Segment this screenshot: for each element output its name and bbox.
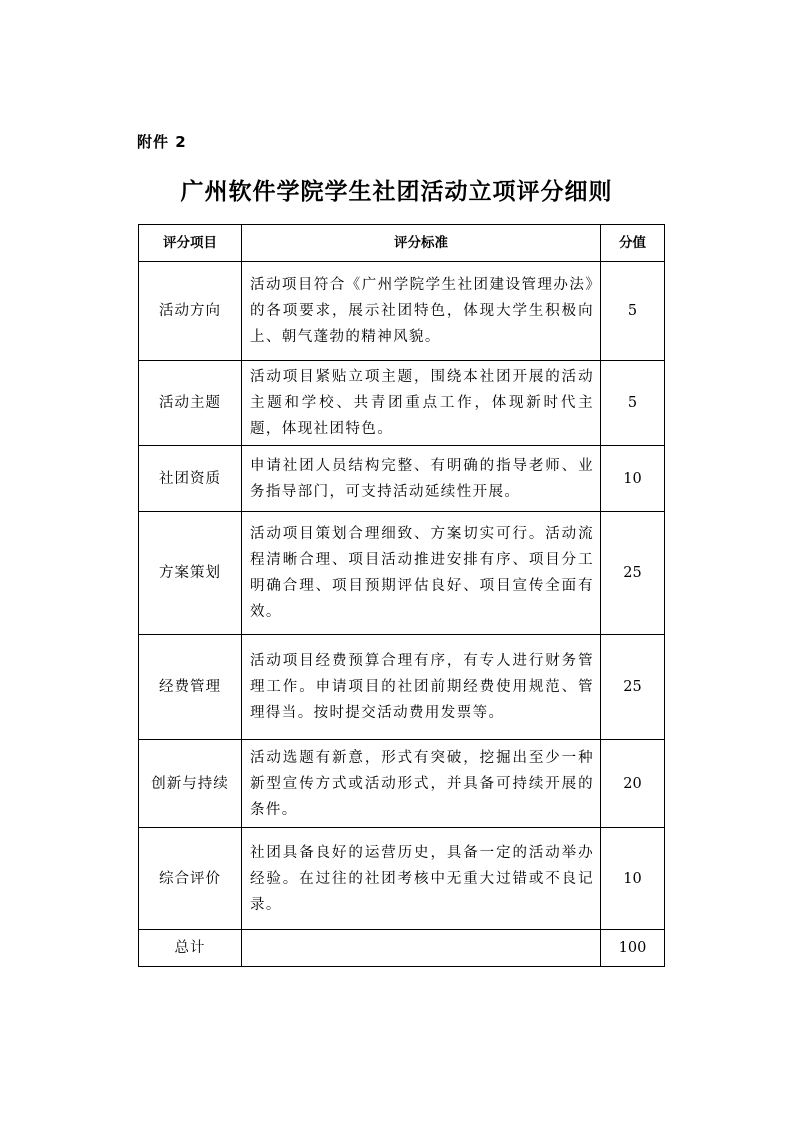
table-row bbox=[139, 446, 665, 512]
row-score: 25 bbox=[601, 512, 665, 635]
header-criteria: 评分标准 bbox=[242, 225, 601, 262]
row-criteria: 申请社团人员结构完整、有明确的指导老师、业务指导部门，可支持活动延续性开展。 bbox=[242, 446, 601, 512]
table-row bbox=[139, 361, 665, 446]
total-label: 总计 bbox=[139, 930, 242, 967]
row-criteria: 活动项目符合《广州学院学生社团建设管理办法》的各项要求，展示社团特色，体现大学生积极向上、朝气蓬勃的精神风貌。 bbox=[242, 262, 601, 361]
row-criteria: 社团具备良好的运营历史，具备一定的活动举办经验。在过往的社团考核中无重大过错或不良记录。 bbox=[242, 828, 601, 930]
attachment-label: 附件 2 bbox=[137, 133, 187, 151]
table-row bbox=[139, 635, 665, 740]
total-criteria bbox=[242, 930, 601, 967]
row-item: 活动方向 bbox=[139, 262, 242, 361]
row-score: 20 bbox=[601, 740, 665, 828]
row-score: 25 bbox=[601, 635, 665, 740]
table-row bbox=[139, 262, 665, 361]
header-score: 分值 bbox=[601, 225, 665, 262]
table-header-row bbox=[139, 225, 665, 262]
row-criteria: 活动选题有新意，形式有突破，挖掘出至少一种新型宣传方式或活动形式，并具备可持续开展的条件。 bbox=[242, 740, 601, 828]
row-item: 方案策划 bbox=[139, 512, 242, 635]
scoring-table bbox=[138, 224, 665, 967]
row-criteria: 活动项目紧贴立项主题，围绕本社团开展的活动主题和学校、共青团重点工作，体现新时代主题，体现社团特色。 bbox=[242, 361, 601, 446]
row-score: 10 bbox=[601, 446, 665, 512]
row-item: 社团资质 bbox=[139, 446, 242, 512]
row-item: 经费管理 bbox=[139, 635, 242, 740]
row-item: 综合评价 bbox=[139, 828, 242, 930]
row-item: 活动主题 bbox=[139, 361, 242, 446]
total-score: 100 bbox=[601, 930, 665, 967]
table-row bbox=[139, 828, 665, 930]
row-item: 创新与持续 bbox=[139, 740, 242, 828]
row-criteria: 活动项目策划合理细致、方案切实可行。活动流程清晰合理、项目活动推进安排有序、项目分工明确合理、项目预期评估良好、项目宣传全面有效。 bbox=[242, 512, 601, 635]
total-row bbox=[139, 930, 665, 967]
table-row bbox=[139, 740, 665, 828]
document-title: 广州软件学院学生社团活动立项评分细则 bbox=[180, 178, 613, 205]
row-criteria: 活动项目经费预算合理有序，有专人进行财务管理工作。申请项目的社团前期经费使用规范、管理得当。按时提交活动费用发票等。 bbox=[242, 635, 601, 740]
row-score: 5 bbox=[601, 262, 665, 361]
row-score: 5 bbox=[601, 361, 665, 446]
row-score: 10 bbox=[601, 828, 665, 930]
header-item: 评分项目 bbox=[139, 225, 242, 262]
table-row bbox=[139, 512, 665, 635]
